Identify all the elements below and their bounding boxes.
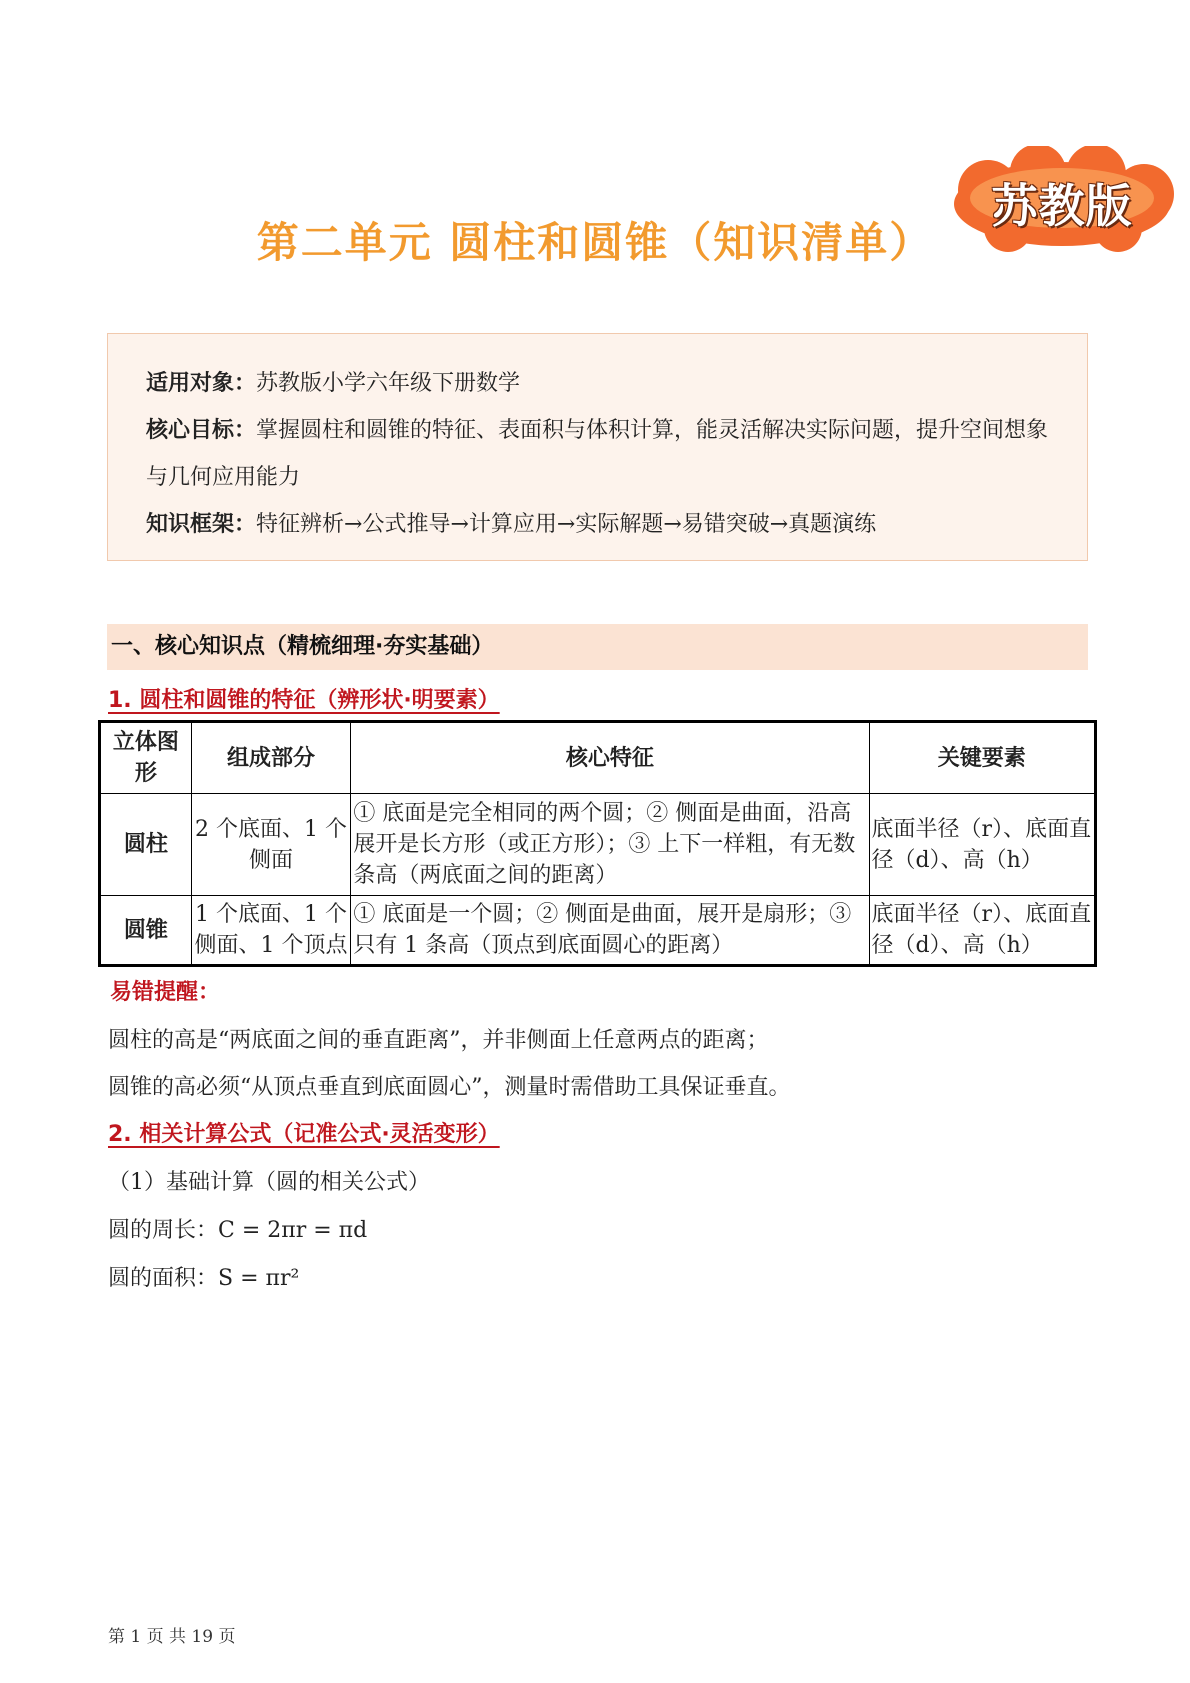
subheading-features: 1. 圆柱和圆锥的特征（辨形状·明要素）	[108, 688, 500, 713]
warning-line: 圆锥的高必须“从顶点垂直到底面圆心”，测量时需借助工具保证垂直。	[108, 1075, 791, 1100]
goal-value: 掌握圆柱和圆锥的特征、表面积与体积计算，能灵活解决实际问题，提升空间想象与几何应用能力	[146, 418, 1049, 490]
target-value: 苏教版小学六年级下册数学	[256, 371, 521, 396]
basic-calc-title: （1）基础计算（圆的相关公式）	[108, 1170, 430, 1195]
cell-parts: 2 个底面、1 个侧面	[191, 794, 351, 896]
table-row	[100, 896, 1096, 966]
cell-elements: 底面半径（r）、底面直径（d）、高（h）	[869, 794, 1095, 896]
subheading-formulas: 2. 相关计算公式（记准公式·灵活变形）	[108, 1122, 500, 1147]
formula-area: 圆的面积：S = πr²	[108, 1266, 300, 1291]
table-row	[100, 794, 1096, 896]
cell-shape: 圆锥	[100, 896, 192, 966]
section-heading: 一、核心知识点（精梳细理·夯实基础）	[107, 624, 1088, 670]
header-parts: 组成部分	[191, 722, 351, 794]
cell-parts: 1 个底面、1 个侧面、1 个顶点	[191, 896, 351, 966]
framework-value: 特征辨析→公式推导→计算应用→实际解题→易错突破→真题演练	[256, 512, 877, 537]
info-goal	[146, 407, 1049, 501]
info-box	[107, 333, 1088, 561]
info-target	[146, 360, 1049, 407]
cell-features: ① 底面是完全相同的两个圆；② 侧面是曲面，沿高展开是长方形（或正方形）；③ 上下一样粗，有无数条高（两底面之间的距离）	[351, 794, 869, 896]
header-features: 核心特征	[351, 722, 869, 794]
info-framework	[146, 501, 1049, 548]
warning-line: 圆柱的高是“两底面之间的垂直距离”，并非侧面上任意两点的距离；	[108, 1028, 769, 1053]
target-label: 适用对象：	[146, 371, 257, 396]
header-elements: 关键要素	[869, 722, 1095, 794]
page-title: 第二单元 圆柱和圆锥（知识清单）	[256, 218, 934, 267]
warning-title: 易错提醒：	[110, 980, 221, 1005]
framework-label: 知识框架：	[146, 512, 257, 537]
cell-elements: 底面半径（r）、底面直径（d）、高（h）	[869, 896, 1095, 966]
goal-label: 核心目标：	[146, 418, 257, 443]
badge-text: 苏教版	[991, 179, 1133, 233]
formula-circumference: 圆的周长：C = 2πr = πd	[108, 1218, 368, 1243]
cell-features: ① 底面是一个圆；② 侧面是曲面，展开是扇形；③ 只有 1 条高（顶点到底面圆心的距离）	[351, 896, 869, 966]
table-header-row	[100, 722, 1096, 794]
page-number: 第 1 页 共 19 页	[108, 1627, 236, 1647]
cell-shape: 圆柱	[100, 794, 192, 896]
features-table	[98, 720, 1097, 967]
header-shape: 立体图形	[100, 722, 192, 794]
